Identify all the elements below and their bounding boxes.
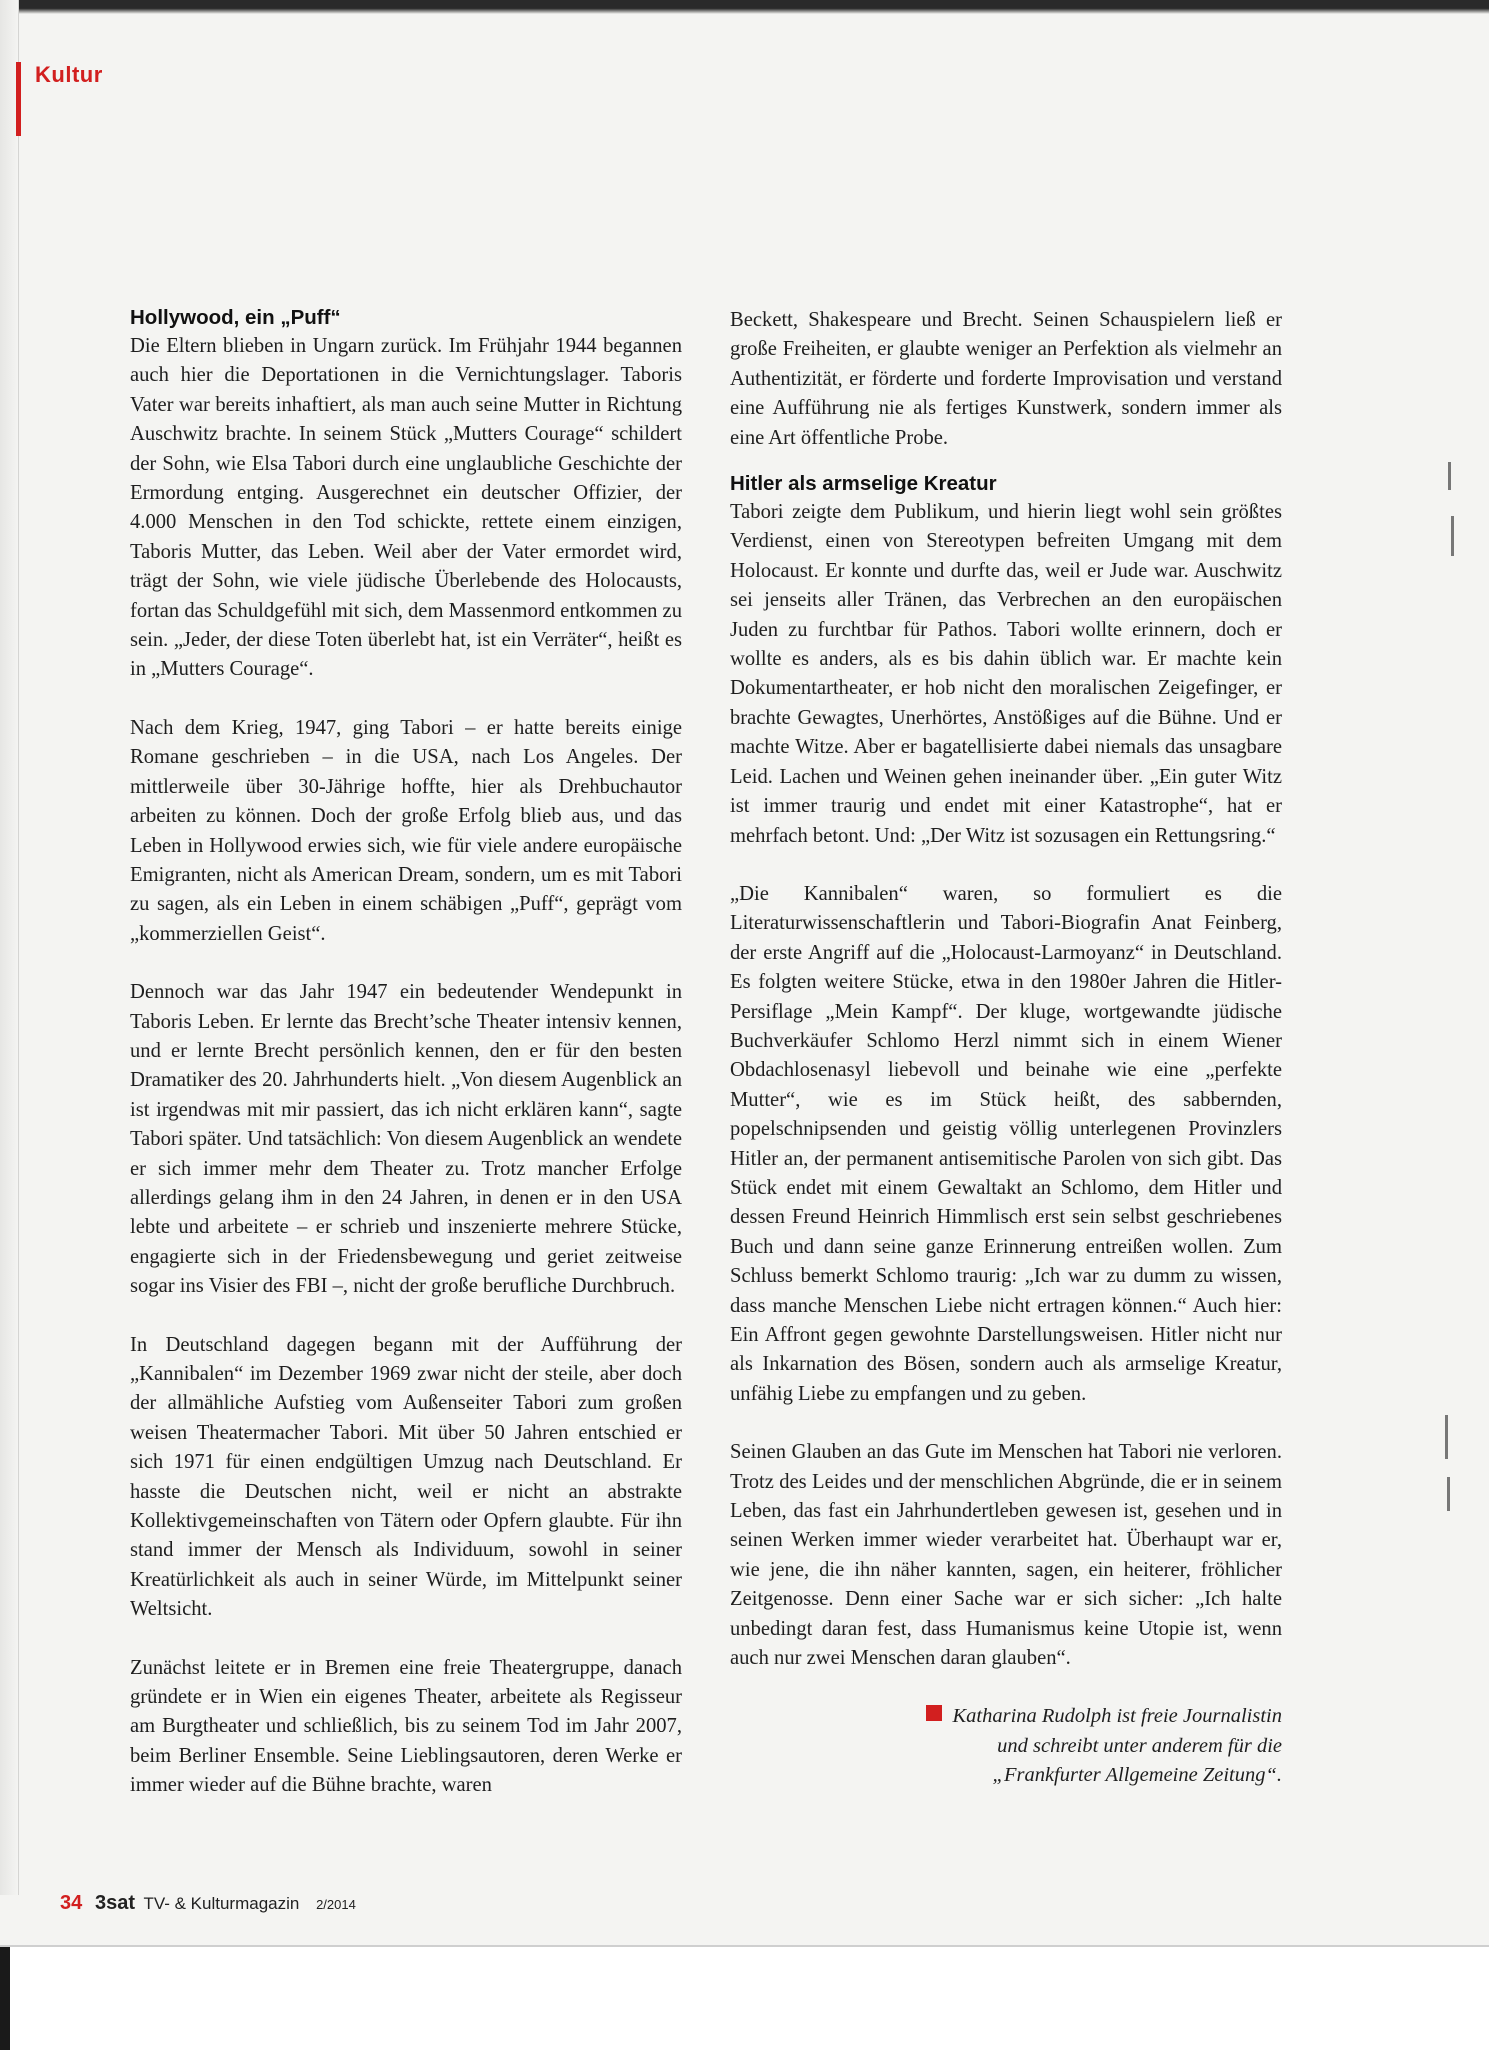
article-paragraph: Zunächst leitete er in Bremen eine freie Theatergruppe, danach gründete er in Wien ein eigenes Theater, arbeitete als Regisseur am Burgtheater und schließlich, bis zu seinem Tod im Jahr 2007, beim Berliner Ensemble. Seine Lieblingsautoren, deren Werke er immer wieder auf die Bühne brachte, waren — [130, 1656, 682, 1797]
right-heading: Hitler als armselige Kreatur — [730, 472, 997, 496]
scan-margin-mark — [1448, 462, 1451, 490]
article-paragraph: Die Eltern blieben in Ungarn zurück. Im Frühjahr 1944 begannen auch hier die Deportationen in die Vernichtungslager. Taboris Vater war bereits inhaftiert, als man auch seine Mutter in Richtung Auschwitz brachte. In seinem Stück „Mutters Courage“ schildert der Sohn, wie Elsa Tabori durch eine unglaubliche Geschichte der Ermordung entging. Ausgerechnet ein deutscher Offizier, der 4.000 Menschen in den Tod schickte, rettete einem einzigen, Taboris Mutter, das Leben. Weil aber der Vater ermordet wird, trägt der Sohn, wie viele jüdische Überlebende des Holocausts, fortan das Schuldgefühl mit sich, dem Massenmord entkommen zu sein. „Jeder, der diese Toten überlebt hat, ist ein Verräter“, heißt es in „Mutters Courage“. — [130, 335, 682, 681]
page-gutter — [0, 0, 19, 1895]
scan-margin-mark — [1445, 1415, 1448, 1459]
left-column — [130, 303, 682, 1830]
left-heading: Hollywood, ein „Puff“ — [130, 306, 341, 329]
byline-line: „Frankfurter Allgemeine Zeitung“. — [992, 1764, 1282, 1787]
article-paragraph: Dennoch war das Jahr 1947 ein bedeutender Wendepunkt in Taboris Leben. Er lernte das Brecht’sche Theater intensiv kennen, und er lernte Brecht persönlich kennen, den er für den besten Dramatiker des 20. Jahrhunderts hielt. „Von diesem Augenblick an ist irgendwas mit mir passiert, das ich nicht erklären kann“, sagte Tabori später. Und tatsächlich: Von diesem Augenblick an wendete er sich immer mehr dem Theater zu. Trotz mancher Erfolge allerdings gelang ihm in den 24 Jahren, in denen er in den USA lebte und arbeitete – er schrieb und inszenierte mehrere Stücke, engagierte sich in der Friedensbewegung und geriet zeitweise sogar ins Visier des FBI –, nicht der große berufliche Durchbruch. — [130, 981, 682, 1298]
section-accent-bar — [16, 62, 21, 136]
scan-margin-mark — [1451, 516, 1454, 556]
article-paragraph: „Die Kannibalen“ waren, so formuliert es die Literaturwissenschaftlerin und Tabori-Biografin Anat Feinberg, der erste Angriff auf die „Holocaust-Larmoyanz“ in Deutschland. Es folgten weitere Stücke, etwa in den 1980er Jahren die Hitler-Persiflage „Mein Kampf“. Der kluge, wortgewandte jüdische Buchverkäufer Schlomo Herzl nimmt sich in einem Wiener Obdachlosenasyl liebevoll und beinahe wie eine „perfekte Mutter“, wie es im Stück heißt, des sabbernden, popelschnipsenden und geistig völlig unterlegenen Provinzlers Hitler an, der permanent antisemitische Parolen von sich gibt. Das Stück endet mit einem Gewaltakt an Schlomo, dem Hitler und dessen Freund Heinrich Himmlisch erst sein selbst geschriebenes Buch und dann seine ganze Erinnerung entreißen wollen. Zum Schluss bemerkt Schlomo traurig: „Ich war zu dumm zu wissen, dass manche Menschen Liebe nicht ertragen können.“ Auch hier: Ein Affront gegen gewohnte Darstellungsweisen. Hitler nicht nur als Inkarnation des Bösen, sondern auch als armselige Kreatur, unfähig Liebe zu empfangen und zu geben. — [730, 882, 1282, 1405]
right-column — [730, 306, 1282, 1791]
article-paragraph: Tabori zeigte dem Publikum, und hierin liegt wohl sein größtes Verdienst, einen von Stereotypen befreiten Umgang mit dem Holocaust. Er konnte und durfte das, weil er Jude war. Auschwitz sei jenseits aller Tränen, das Verbrechen an den europäischen Juden zu furchtbar für Pathos. Tabori wollte erinnern, doch er wollte es anders, als es bis dahin üblich war. Er machte kein Dokumentartheater, er hob nicht den moralischen Zeigefinger, er brachte Gewagtes, Unerhörtes, Anstößiges auf die Bühne. Und er machte Witze. Aber er bagatellisierte dabei niemals das unsagbare Leid. Lachen und Weinen gehen ineinander über. „Ein guter Witz ist immer traurig und endet mit einer Katastrophe“, hat er mehrfach betont. Und: „Der Witz ist sozusagen ein Rettungsring.“ — [730, 501, 1282, 847]
article-paragraph: Seinen Glauben an das Gute im Menschen hat Tabori nie verloren. Trotz des Leides und der menschlichen Abgründe, die er in seinem Leben, das fast ein Jahrhundertleben gewesen ist, gesehen und in seinen Werken immer wieder verarbeitet hat. Überhaupt war er, wie jene, die ihn näher kannten, sagen, ein heiterer, fröhlicher Zeitgenosse. Denn einer Sache war er sich sicher: „Ich halte unbedingt daran fest, dass Humanismus keine Utopie ist, wenn auch nur zwei Menschen daran glauben“. — [730, 1441, 1282, 1670]
byline-line: und schreibt unter anderem für die — [997, 1734, 1282, 1757]
magazine-name: TV- & Kulturmagazin — [143, 1894, 300, 1913]
top-edge-rule — [0, 0, 1489, 14]
brand-logo: 3sat — [94, 1892, 136, 1914]
page-number: 34 — [60, 1892, 83, 1914]
article-paragraph: Beckett, Shakespeare und Brecht. Seinen Schauspielern ließ er große Freiheiten, er glaubte weniger an Perfektion als vielmehr an Authentizität, er förderte und forderte Improvisation und verstand eine Aufführung nie als fertiges Kunstwerk, sondern immer als eine Art öffentliche Probe. — [730, 309, 1282, 449]
byline-text: Katharina Rudolph ist freie Journalistin — [952, 1705, 1282, 1728]
section-label: Kultur — [35, 62, 103, 87]
byline-square-icon — [926, 1705, 942, 1721]
article-paragraph: Nach dem Krieg, 1947, ging Tabori – er hatte bereits einige Romane geschrieben – in die USA, nach Los Angeles. Der mittlerweile über 30-Jährige hoffte, hier als Drehbuchautor arbeiten zu können. Doch der große Erfolg blieb aus, und das Leben in Hollywood erwies sich, wie für viele andere europäische Emigranten, nicht als American Dream, sondern, um es mit Tabori zu sagen, als ein Leben in einem schäbigen „Puff“, geprägt vom „kommerziellen Geist“. — [130, 716, 682, 945]
issue-number: 2/2014 — [316, 1897, 356, 1912]
scan-bottom-edge — [0, 1945, 1489, 2050]
page-footer — [60, 1892, 356, 1915]
author-byline — [730, 1702, 1282, 1791]
byline-line — [730, 1702, 1282, 1732]
article-paragraph: In Deutschland dagegen begann mit der Aufführung der „Kannibalen“ im Dezember 1969 zwar nicht der steile, aber doch der allmähliche Aufstieg vom Außenseiter Tabori zum großen weisen Theatermacher Tabori. Mit über 50 Jahren entschied er sich 1971 für einen endgültigen Umzug nach Deutschland. Er hasste die Deutschen nicht, weil er nicht an abstrakte Kollektivgemeinschaften von Tätern oder Opfern glaubte. Für ihn stand immer der Mensch als Individuum, sowohl in seiner Kreatürlichkeit als auch in seiner Würde, im Mittelpunkt seiner Weltsicht. — [130, 1333, 682, 1621]
scan-margin-mark — [1447, 1477, 1450, 1511]
